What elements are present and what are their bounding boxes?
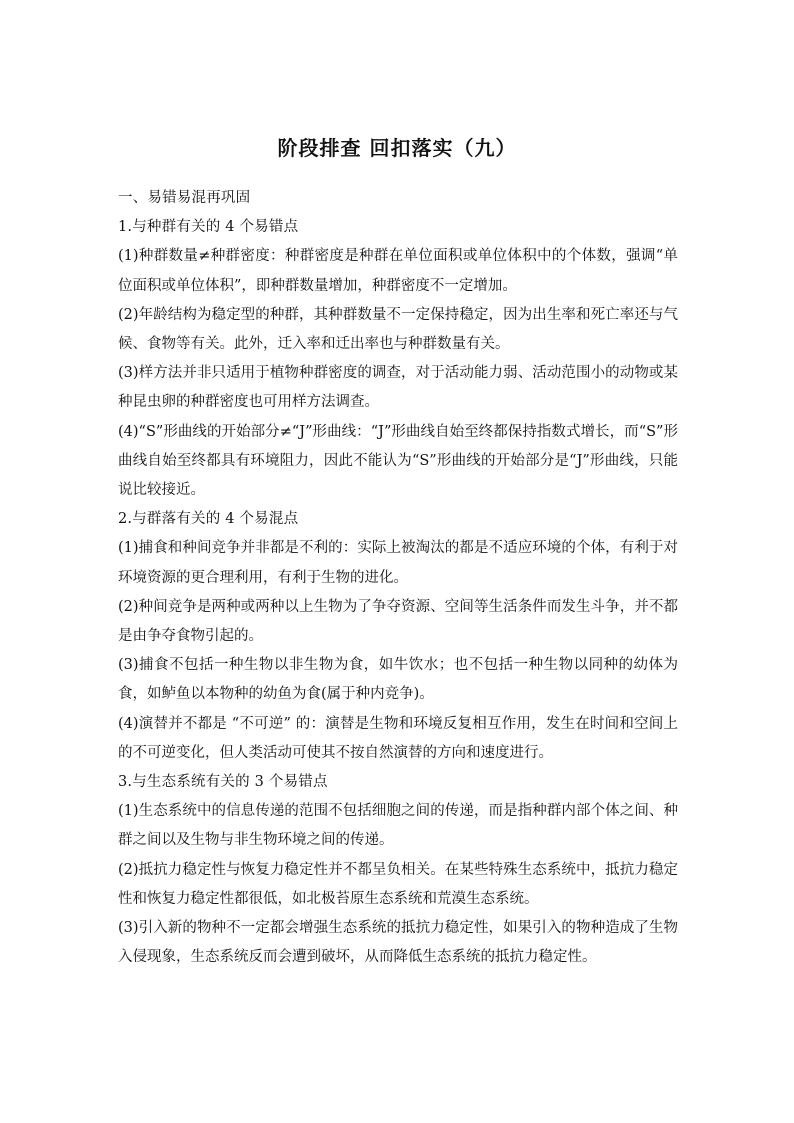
paragraph: (2)种间竞争是两种或两种以上生物为了争夺资源、空间等生活条件而发生斗争，并不都是由争夺食物引起的。 — [118, 598, 678, 645]
page-title: 阶段排查 回扣落实（九） — [277, 136, 517, 160]
paragraph: (3)引入新的物种不一定都会增强生态系统的抵抗力稳定性，如果引入的物种造成了生物入侵现象，生态系统反而会遭到破坏，从而降低生态系统的抵抗力稳定性。 — [118, 920, 678, 966]
paragraph: (1)种群数量≠种群密度：种群密度是种群在单位面积或单位体积中的个体数，强调“单位面积或单位体积”，即种群数量增加，种群密度不一定增加。 — [118, 248, 678, 294]
document-body — [118, 184, 678, 972]
section-heading: 一、易错易混再巩固 — [118, 190, 251, 206]
paragraph: (4)“S”形曲线的开始部分≠“J”形曲线：“J”形曲线自始至终都保持指数式增长，而“S”形曲线自始至终都具有环境阻力，因此不能认为“S”形曲线的开始部分是“J”形曲线，只能说比较接近。 — [118, 423, 678, 499]
subsection-heading: 2.与群落有关的 4 个易混点 — [118, 511, 299, 528]
paragraph: (2)年龄结构为稳定型的种群，其种群数量不一定保持稳定，因为出生率和死亡率还与气候、食物等有关。此外，迁入率和迁出率也与种群数量有关。 — [118, 306, 678, 353]
subsection-heading: 1.与种群有关的 4 个易错点 — [118, 219, 299, 236]
subsection-heading: 3.与生态系统有关的 3 个易错点 — [118, 774, 328, 791]
paragraph: (1)捕食和种间竞争并非都是不利的：实际上被淘汰的都是不适应环境的个体，有利于对环境资源的更合理利用，有利于生物的进化。 — [118, 540, 678, 586]
paragraph: (3)样方法并非只适用于植物种群密度的调查，对于活动能力弱、活动范围小的动物或某种昆虫卵的种群密度也可用样方法调查。 — [118, 365, 678, 411]
paragraph: (2)抵抗力稳定性与恢复力稳定性并不都呈负相关。在某些特殊生态系统中，抵抗力稳定性和恢复力稳定性都很低，如北极苔原生态系统和荒漠生态系统。 — [118, 861, 678, 907]
paragraph: (4)演替并不都是 “不可逆” 的：演替是生物和环境反复相互作用，发生在时间和空间上的不可逆变化，但人类活动可使其不按自然演替的方向和速度进行。 — [118, 715, 678, 761]
paragraph: (1)生态系统中的信息传递的范围不包括细胞之间的传递，而是指种群内部个体之间、种群之间以及生物与非生物环境之间的传递。 — [118, 803, 678, 849]
paragraph: (3)捕食不包括一种生物以非生物为食，如牛饮水；也不包括一种生物以同种的幼体为食，如鲈鱼以本物种的幼鱼为食(属于种内竞争)。 — [118, 657, 678, 703]
